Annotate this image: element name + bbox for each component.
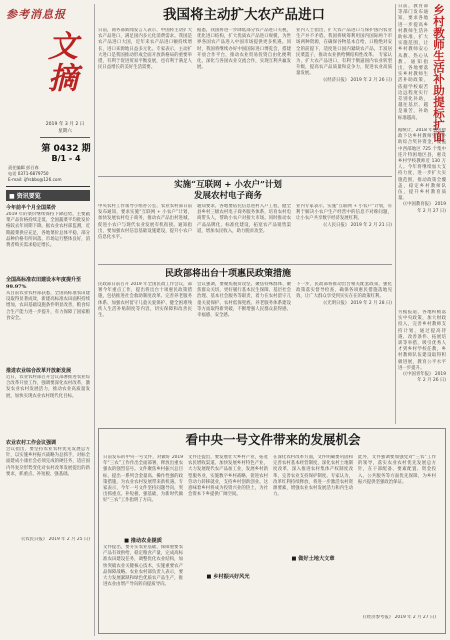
bottom-body-4-cont	[273, 563, 353, 631]
sidebar	[6, 190, 90, 630]
right-feature-headline: 乡村教师生活补助提标扩面	[432, 4, 446, 142]
right-column-lower: 另据报道，各地积极落实中央政策，加大财政投入，完善乡村教师支持计划，通过提高待遇、改善条件、拓展培训等举措，吸引优秀人才到乡村学校任教，乡村教师队伍建设取得积极进展，教育公平水平进一步提升。 (《中国青年报》 2019 年 2 月 26 日)	[398, 310, 446, 384]
sidebar-footer: (《农民日报》 2019 年 2 月 25 日)	[21, 537, 90, 542]
editor-line: 责任编辑 彭召春	[8, 165, 39, 170]
issue-pages: B/1 - 4	[51, 154, 81, 163]
editor-info	[8, 165, 90, 183]
sidebar-header: ■ 资讯要览	[6, 190, 90, 201]
lead-article	[98, 4, 392, 174]
right-lower-source: (《中国青年报》 2019 年 2 月 26 日)	[403, 372, 446, 384]
bottom-body-3: 文件还提出，要发展壮大乡村产业，拓宽农民增收渠道。加快发展乡村特色产业，大力发展现代农产品加工业，发展乡村新型服务业，实施数字乡村战略，促进农村劳动力转移就业，支持乡村创新创业。这意味着乡村将成为投资兴业的热土，为社会资本下乡提供广阔空间。	[188, 455, 268, 498]
bottom-body-1: 日前发布的中央一号文件，对做好 2019 年“三农”工作作出全面部署，释放出重农强农的强烈信号。文件聚焦乡村振兴总目标，提出一系列含金量高、操作性强的政策措施，为农业农村发展带来新机遇。专家表示，今年一号文件坚持问题导向，突出抓重点、补短板、强基础，为新时代做好“三农”工作指明了方向。	[103, 455, 183, 504]
lead-body-col-2: 据悉，我国将进一步降低部分农产品进口关税，优化进口结构，扩大优质农产品进口规模，为世界各国农产品进入中国市场提供更多机遇。同时，我国将继续办好中国国际进口博览会，搭建开放合作平台，推动农业贸易投资自由化便利化，深化与各国农业交流合作，实现互利共赢发展。	[197, 28, 291, 71]
sidebar-item-title: 推进农业综合改革开放新发展	[6, 368, 72, 374]
paper-name: 参考消息报	[6, 8, 66, 21]
right-feature-body-2: 据统计，2018 年中央财政下达乡村教师生活补助综合奖补资金，覆盖中西部地区 725 个集中连片特困地区县，惠及乡村学校教师近 130 万人。今年将继续加大支持力度，进一步扩大实施范围，推动政策全覆盖，稳定乡村教师队伍，提升乡村教育质量。 (《中国教育报》 2019 年 2 月 27 日)	[398, 128, 446, 214]
issue-number: 第 0432 期	[41, 144, 91, 154]
bottom-body-2: 文件提出，要夯实农业基础，保障重要农产品有效供给，稳定粮食产量，完成高标准农田建设任务，调整优化农业结构，加快突破农业关键核心技术，实施重要农产品保障战略。农业农村部负责人表示，要大力发展紧缺和绿色优质农产品生产，推进农业由增产导向转向提质导向。	[103, 545, 183, 588]
ecommerce-source: (《人民日报》 2019 年 2 月 21 日)	[323, 222, 392, 228]
bottom-col-2	[188, 455, 268, 631]
right-feature	[398, 4, 446, 424]
sidebar-item-title: 全国高标准农田建设本年度提升至 99.97%	[6, 277, 82, 290]
phone-line: 电话 0371-6879750	[8, 171, 49, 176]
bottom-col-1	[103, 455, 183, 631]
measures-body-col-1: 民政部日前召开 2019 年全国民政工作会议，部署今年重点工作，提出将出台十项惠民政策措施，包括推进社会救助制度改革、完善养老服务体系、加强农村留守儿童关爱保护、健全困难残疾人生活补贴制度等内容，切实保障和改善民生。	[98, 282, 192, 319]
ecommerce-body-col-3: 业内专家表示，实施“互联网 + 小农户”计划，有利于解决小农户生产经营中的信息不对称问题，让小农户共享数字经济发展红利。 (《人民日报》 2019 年 2 月 21 日)	[296, 204, 392, 228]
bottom-article	[98, 428, 446, 634]
bottom-section-3-title: ■ 做好土地大文章	[291, 556, 335, 562]
paper-masthead	[6, 6, 80, 26]
measures-body-col-3: 下一步，民政部将推动出台相关配套政策，强化政策落实督导检查，确保各项惠民措施落地见效，让广大群众享受到实实在在的政策红利。 (《光明日报》 2019 年 2 月 28 日)	[296, 282, 392, 306]
sidebar-item	[6, 440, 90, 537]
bottom-section-1-title: ■ 推动农业提质	[124, 538, 162, 544]
bottom-body-4: 在深化农村改革方面，文件明确要巩固和完善农村基本经营制度，深化农村土地制度改革，深入推进农村集体产权制度改革，完善农业支持保护制度。专家认为，改革红利持续释放，将进一步激活农村资源要素，增强农业农村发展活力和内生动力。	[273, 455, 353, 498]
ecommerce-subheadline: 发展农村电子商务	[193, 191, 262, 201]
issue-date: 2019 年 3 月 2 日	[45, 122, 85, 127]
ecommerce-body-col-2: 通知要求，各地要依托信息进村入户工程，健全县乡村三级农村电子商务服务体系，培育农村电商带头人，帮助小农户对接大市场。同时推动农产品品牌化、标准化建设，拓宽农产品销售渠道，增加农民收入，助力脱贫攻坚。	[197, 204, 291, 234]
measures-body-col-2: 会议强调，要聚焦脱贫攻坚、聚焦特殊群体、聚焦群众关切，更好履行基本民生保障、基层社会治理、基本社会服务等职责，着力在农村留守儿童关爱保护、农村低保兜底、养老服务体系建设等方面取得新突破，不断增强人民群众获得感、幸福感、安全感。	[197, 282, 291, 319]
sidebar-item-text: 从目前农业农村部获悉，全国高标准农田建设取得显著成效，新建高标准农田面积持续增加，农田基础设施条件明显改善，粮食综合生产能力进一步提升，有力保障了国家粮食安全。	[6, 291, 90, 321]
lead-headline: 我国将主动扩大农产品进口	[163, 7, 325, 23]
sidebar-item-title: 今年前半个月全国菜价	[6, 205, 57, 211]
right-feature-body: 日前，教育部等部门发布通知，要求各地进一步提高乡村教师生活补助标准，扩大实施范围，让乡村教师安心从教、热心从教。通知指出，各地要落实乡村教师生活补助政策，依据学校艰苦边远程度实行差别化补助，越往基层、越是艰苦，补助标准越高。	[398, 4, 428, 121]
bottom-section-2-title: ■ 乡村振兴好风光	[206, 574, 250, 580]
bottom-col-3	[273, 455, 353, 631]
issue-weekday: 星期六	[58, 129, 72, 134]
sidebar-item-text: 会议指出，要坚持农业农村优先发展总方针，以实施乡村振兴战略为总抓手，对标全面建成小康社会必须完成的硬任务，适应国内外复杂形势变化对农村改革发展提出的新要求，抓重点、补短板、强基础。	[6, 447, 90, 477]
section-title: 文摘	[42, 30, 77, 94]
bottom-col-4	[358, 455, 436, 631]
measures-article	[98, 268, 392, 418]
ecommerce-article	[98, 180, 392, 262]
lead-body-col-3: 业内人士指出，扩大农产品进口与保护国内农业生产并不矛盾。我国将统筹利用国内国际两个市场两种资源，在确保谷物基本自给、口粮绝对安全的前提下，适度进口国内紧缺农产品，丰富居民菜篮子，推动农业供给侧结构性改革。 专家认为，扩大农产品进口，有利于倒逼国内农业转型升级，提高农产品质量和竞争力，促进农业高质量发展。 (《经济日报》 2019 年 2 月 26 日)	[296, 28, 392, 83]
sidebar-item-text: 近日，农业农村部召开会议部署推进农业综合改革开放工作，强调要深化农村改革，激发农业农村发展活力，推动农业高质量发展，加快实现农业农村现代化目标。	[6, 375, 90, 399]
bottom-headline: 看中央一号文件带来的发展机会	[185, 432, 361, 447]
lead-source: (《经济日报》 2019 年 2 月 26 日)	[323, 77, 392, 83]
right-feature-source: (《中国教育报》 2019 年 2 月 27 日)	[403, 202, 446, 214]
sidebar-item	[6, 205, 90, 274]
date-block	[40, 121, 90, 135]
sidebar-item-text: 2019 年的菜价继续保持下降趋势，主要蔬菜产品价格持续走低，全国蔬菜平均批发价格较去年同期下降。据农业农村部监测，近期蔬菜供应充足，各地菜价总体平稳，部分品种价格有所回落，市场运行整体良好，消费者购买需求稳定增长。	[6, 212, 90, 249]
email-line: E-mail: ijfrsbbs@126.com	[8, 177, 62, 182]
bottom-source: (《经济参考报》 2019 年 2 月 27 日)	[362, 615, 436, 620]
bottom-body-5: 此外，文件强调要加强党对“三农”工作的领导，落实农业农村优先发展总方针，在干部配备、要素配置、资金投入、公共服务等方面优先保障，为乡村振兴提供坚强政治保证。	[358, 455, 436, 485]
ecommerce-body-col-1: 中央农村工作领导小组办公室、农业农村部日前发布通知，要求实施“互联网 + 小农户”计划，加快发展农村电子商务，推动农产品出村进城，促进小农户与现代农业发展有机衔接。通知指出，要加强农村信息基础设施建设，提升小农户信息化水平。	[98, 204, 192, 241]
lead-body-col-1: 日前，商务部新闻发言人表示，中国将主动扩大农产品进口，满足国内多元化消费需求。我国是农产品进口大国，近年来农产品进口额持续增长，进口来源地日益多元化。专家表示，主动扩大进口是我国推动形成全面开放新格局的重要举措，有利于促进贸易平衡发展，也有利于满足人民日益增长的美好生活需要。	[98, 28, 192, 71]
sidebar-item	[6, 368, 90, 437]
sidebar-item-title: 农业农村工作会议强调	[6, 440, 57, 446]
measures-source: (《光明日报》 2019 年 2 月 28 日)	[323, 300, 392, 306]
sidebar-item	[6, 277, 90, 365]
bottom-body-3-cont	[188, 581, 268, 631]
measures-headline: 民政部将出台十项惠民政策措施	[164, 269, 291, 279]
ecommerce-headline: 实施“互联网 + 小农户”计划	[174, 180, 282, 190]
